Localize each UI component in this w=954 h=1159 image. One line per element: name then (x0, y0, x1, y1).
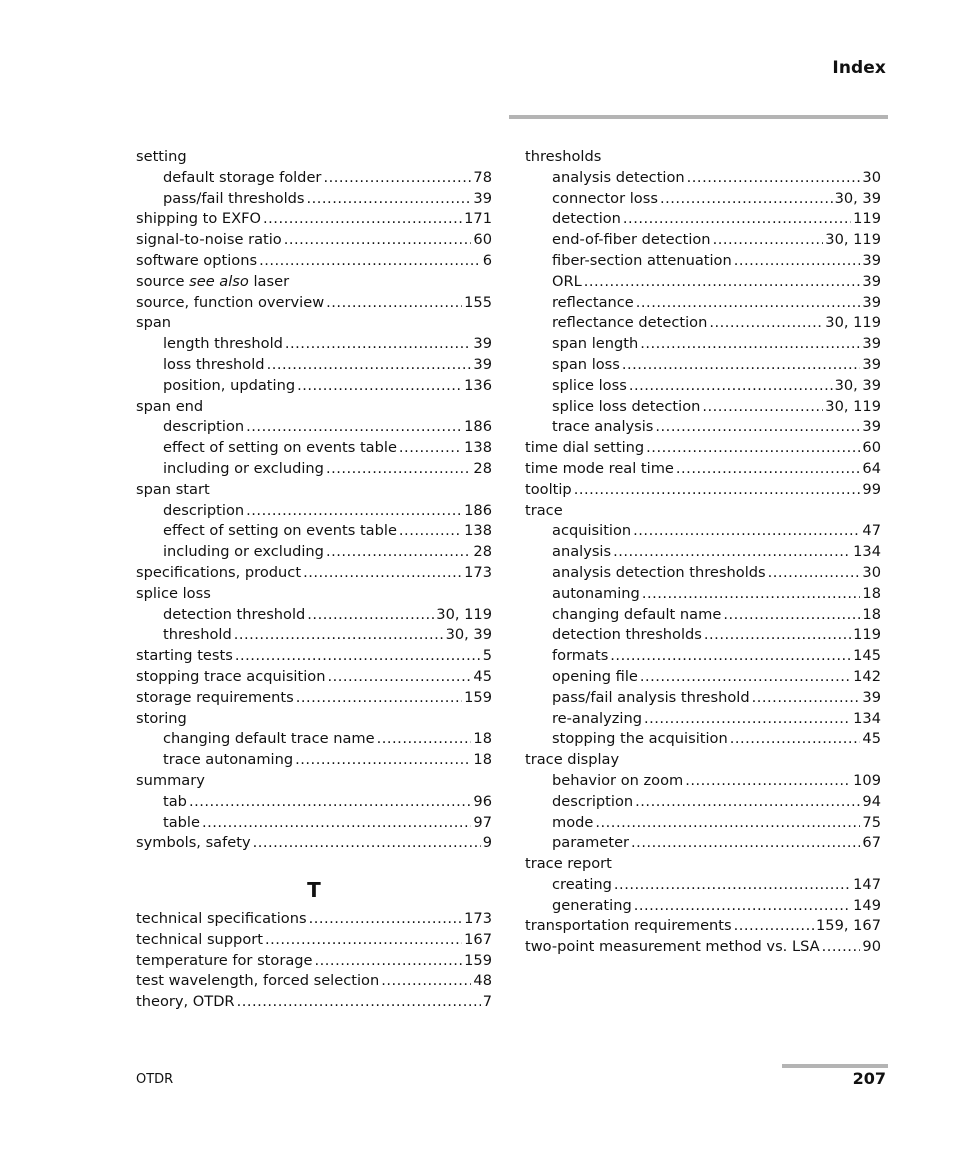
index-term: end-of-fiber detection (552, 231, 711, 249)
index-page-refs: 67 (862, 834, 881, 852)
dot-leader (253, 833, 481, 854)
index-subentry (136, 750, 492, 771)
index-page-refs: 96 (473, 792, 492, 810)
index-page-refs: 186 (464, 418, 492, 436)
index-term: effect of setting on events table (163, 439, 397, 457)
index-page-refs: 30, 119 (825, 314, 881, 332)
index-term: shipping to EXFO (136, 210, 262, 228)
index-term: time dial setting (525, 439, 645, 457)
header-rule (509, 115, 888, 119)
index-subentry (525, 605, 881, 626)
index-entry (136, 209, 492, 230)
index-term: source see also laser (136, 272, 290, 290)
index-page-refs: 30, 39 (834, 189, 881, 207)
index-page-refs: 7 (482, 993, 492, 1011)
index-term: splice loss detection (552, 397, 701, 415)
dot-leader (297, 376, 462, 397)
index-term: technical specifications (136, 910, 307, 928)
index-page-refs: 5 (482, 647, 492, 665)
index-term: splice loss (552, 376, 627, 394)
dot-leader (623, 209, 851, 230)
index-term: acquisition (552, 522, 632, 540)
index-entry (525, 916, 881, 937)
index-page-refs: 18 (473, 751, 492, 769)
dot-leader (734, 251, 861, 272)
index-page-refs: 39 (473, 355, 492, 373)
index-term: span end (136, 397, 204, 415)
index-entry (136, 397, 492, 418)
index-entry (136, 930, 492, 951)
dot-leader (676, 459, 861, 480)
index-subentry (525, 771, 881, 792)
index-subentry (136, 334, 492, 355)
dot-leader (326, 293, 462, 314)
index-term: connector loss (552, 189, 658, 207)
index-subentry (525, 251, 881, 272)
index-term: including or excluding (163, 459, 324, 477)
dot-leader (709, 313, 823, 334)
index-entry (525, 147, 881, 168)
dot-leader (303, 563, 462, 584)
dot-leader (327, 667, 471, 688)
index-page-refs: 39 (862, 293, 881, 311)
index-page-refs: 45 (473, 667, 492, 685)
index-term: formats (552, 647, 609, 665)
dot-leader (246, 501, 462, 522)
index-subentry (136, 376, 492, 397)
index-term: creating (552, 875, 612, 893)
index-entry (136, 951, 492, 972)
index-term: tooltip (525, 480, 572, 498)
index-subentry (525, 313, 881, 334)
index-page-refs: 134 (853, 709, 881, 727)
index-subentry (525, 625, 881, 646)
dot-leader (613, 542, 851, 563)
index-term: two-point measurement method vs. LSA (525, 938, 820, 956)
dot-leader (687, 168, 861, 189)
index-page-refs: 39 (862, 335, 881, 353)
index-term: starting tests (136, 647, 233, 665)
index-page-refs: 159 (464, 688, 492, 706)
index-subentry (525, 376, 881, 397)
dot-leader (326, 459, 471, 480)
index-page-refs: 159 (464, 951, 492, 969)
dot-leader (267, 355, 472, 376)
index-page-refs: 109 (853, 771, 881, 789)
index-entry (136, 909, 492, 930)
index-term: time mode real time (525, 459, 674, 477)
index-page-refs: 145 (853, 647, 881, 665)
index-page-refs: 48 (473, 972, 492, 990)
dot-leader (734, 916, 814, 937)
index-entry (525, 459, 881, 480)
index-page-refs: 39 (862, 272, 881, 290)
index-page-refs: 147 (853, 875, 881, 893)
index-page-refs: 173 (464, 563, 492, 581)
index-term: behavior on zoom (552, 771, 684, 789)
dot-leader (574, 480, 861, 501)
index-entry (136, 667, 492, 688)
index-term: stopping the acquisition (552, 730, 728, 748)
index-subentry (525, 813, 881, 834)
index-term: summary (136, 771, 205, 789)
index-page-refs: 45 (862, 730, 881, 748)
index-subentry (525, 896, 881, 917)
dot-leader (644, 709, 851, 730)
index-page-refs: 39 (862, 418, 881, 436)
index-subentry (525, 334, 881, 355)
dot-leader (399, 521, 462, 542)
index-entry (136, 293, 492, 314)
index-subentry (525, 168, 881, 189)
index-page-refs: 78 (473, 168, 492, 186)
index-term: source, function overview (136, 293, 325, 311)
dot-leader (584, 272, 861, 293)
dot-leader (685, 771, 851, 792)
index-entry (525, 480, 881, 501)
index-subentry (525, 230, 881, 251)
index-term: generating (552, 896, 632, 914)
index-term: re-analyzing (552, 709, 642, 727)
index-page-refs: 64 (862, 459, 881, 477)
index-term: trace (525, 501, 563, 519)
index-term: test wavelength, forced selection (136, 972, 380, 990)
dot-leader (307, 189, 472, 210)
index-entry (136, 971, 492, 992)
index-term: effect of setting on events table (163, 522, 397, 540)
index-term: setting (136, 148, 187, 165)
index-page-refs: 149 (853, 896, 881, 914)
index-term: detection threshold (163, 605, 306, 623)
index-page-refs: 30, 119 (436, 605, 492, 623)
index-entry (136, 584, 492, 605)
index-subentry (136, 417, 492, 438)
dot-leader (307, 605, 434, 626)
index-page-refs: 39 (473, 189, 492, 207)
dot-leader (642, 584, 861, 605)
index-subentry (136, 792, 492, 813)
footer-page-number: 207 (852, 1069, 886, 1088)
index-entry (136, 230, 492, 251)
index-term: parameter (552, 834, 630, 852)
index-subentry (136, 459, 492, 480)
dot-leader (265, 930, 462, 951)
dot-leader (235, 646, 481, 667)
dot-leader (660, 189, 833, 210)
index-term: analysis detection thresholds (552, 563, 766, 581)
dot-leader (723, 605, 860, 626)
index-subentry (525, 189, 881, 210)
index-term: ORL (552, 272, 582, 290)
index-page-refs: 28 (473, 459, 492, 477)
index-entries-s (136, 147, 492, 854)
index-entry (136, 646, 492, 667)
index-entries-t-continued (525, 147, 881, 958)
index-term: analysis detection (552, 168, 685, 186)
index-term: splice loss (136, 584, 211, 602)
index-page-refs: 136 (464, 376, 492, 394)
index-subentry (136, 355, 492, 376)
dot-leader (323, 168, 471, 189)
dot-leader (768, 563, 861, 584)
dot-leader (631, 833, 860, 854)
dot-leader (377, 729, 472, 750)
index-page-refs: 30, 119 (825, 231, 881, 249)
index-term: autonaming (552, 584, 640, 602)
index-entry (525, 854, 881, 875)
index-term: tab (163, 792, 187, 810)
index-entry (136, 272, 492, 293)
index-term: pass/fail thresholds (163, 189, 305, 207)
index-page-refs: 75 (862, 813, 881, 831)
index-subentry (525, 209, 881, 230)
index-page-refs: 39 (862, 355, 881, 373)
index-entry (136, 771, 492, 792)
index-term: technical support (136, 930, 263, 948)
dot-leader (237, 992, 481, 1013)
index-term: description (163, 418, 245, 436)
index-page-refs: 119 (853, 210, 881, 228)
index-entry (525, 937, 881, 958)
index-page-refs: 30 (862, 168, 881, 186)
index-subentry (525, 833, 881, 854)
index-entry (136, 251, 492, 272)
index-term: pass/fail analysis threshold (552, 688, 750, 706)
index-subentry (525, 417, 881, 438)
index-page-refs: 173 (464, 910, 492, 928)
dot-leader (295, 750, 471, 771)
index-column-right (525, 147, 881, 958)
index-subentry (136, 521, 492, 542)
dot-leader (702, 397, 823, 418)
index-subentry (136, 625, 492, 646)
index-page-refs: 159, 167 (816, 917, 881, 935)
index-subentry (525, 542, 881, 563)
index-entry (525, 438, 881, 459)
dot-leader (285, 334, 472, 355)
index-page-refs: 47 (862, 522, 881, 540)
index-page-refs: 186 (464, 501, 492, 519)
index-column-left (136, 147, 492, 1013)
index-term: signal-to-noise ratio (136, 231, 282, 249)
index-entry (136, 563, 492, 584)
index-term: transportation requirements (525, 917, 732, 935)
dot-leader (633, 521, 860, 542)
index-page-refs: 138 (464, 522, 492, 540)
dot-leader (629, 376, 833, 397)
index-page-refs: 30 (862, 563, 881, 581)
index-term: trace display (525, 751, 620, 769)
dot-leader (704, 625, 851, 646)
dot-leader (246, 417, 462, 438)
index-subentry (525, 272, 881, 293)
index-term: reflectance detection (552, 314, 708, 332)
index-term: specifications, product (136, 563, 302, 581)
index-term: including or excluding (163, 543, 324, 561)
index-subentry (136, 729, 492, 750)
index-subentry (525, 688, 881, 709)
index-page-refs: 30, 119 (825, 397, 881, 415)
index-term: changing default name (552, 605, 722, 623)
index-subentry (525, 584, 881, 605)
index-subentry (525, 397, 881, 418)
section-letter-heading: T (307, 878, 321, 903)
dot-leader (822, 937, 861, 958)
index-term: span start (136, 480, 210, 498)
dot-leader (640, 334, 860, 355)
dot-leader (189, 792, 471, 813)
index-term: theory, OTDR (136, 993, 235, 1011)
footer-rule (782, 1064, 888, 1068)
index-subentry (525, 293, 881, 314)
index-page-refs: 134 (853, 543, 881, 561)
index-term: storage requirements (136, 688, 294, 706)
index-page-refs: 6 (482, 251, 492, 269)
dot-leader (752, 688, 861, 709)
dot-leader (263, 209, 462, 230)
index-term: stopping trace acquisition (136, 667, 326, 685)
index-page-refs: 97 (473, 813, 492, 831)
index-page-refs: 99 (862, 480, 881, 498)
dot-leader (399, 438, 462, 459)
index-subentry (136, 501, 492, 522)
index-subentry (525, 355, 881, 376)
dot-leader (315, 951, 463, 972)
index-subentry (525, 792, 881, 813)
dot-leader (326, 542, 471, 563)
index-page-refs: 171 (464, 210, 492, 228)
index-page-refs: 167 (464, 930, 492, 948)
index-subentry (136, 605, 492, 626)
index-term: trace autonaming (163, 751, 294, 769)
dot-leader (730, 729, 861, 750)
index-term: detection (552, 210, 621, 228)
index-term: temperature for storage (136, 951, 313, 969)
dot-leader (640, 667, 851, 688)
index-page-refs: 18 (473, 730, 492, 748)
index-page-refs: 60 (473, 231, 492, 249)
index-subentry (136, 438, 492, 459)
index-term: trace report (525, 855, 612, 873)
index-entry (136, 688, 492, 709)
index-term: software options (136, 251, 258, 269)
index-entry (136, 147, 492, 168)
index-entry (136, 709, 492, 730)
index-entry (136, 992, 492, 1013)
index-term: mode (552, 813, 594, 831)
dot-leader (635, 792, 860, 813)
index-entry (136, 313, 492, 334)
index-term: symbols, safety (136, 834, 251, 852)
index-page-refs: 28 (473, 543, 492, 561)
index-term: analysis (552, 543, 612, 561)
index-page-refs: 155 (464, 293, 492, 311)
dot-leader (713, 230, 824, 251)
index-term: thresholds (525, 148, 602, 165)
dot-leader (634, 896, 851, 917)
index-subentry (525, 667, 881, 688)
index-subentry (136, 813, 492, 834)
index-page-refs: 138 (464, 439, 492, 457)
index-term: default storage folder (163, 168, 322, 186)
index-term: length threshold (163, 335, 283, 353)
dot-leader (296, 688, 462, 709)
index-subentry (136, 189, 492, 210)
index-term: threshold (163, 626, 232, 644)
dot-leader (655, 417, 860, 438)
index-page-refs: 142 (853, 667, 881, 685)
index-page-refs: 30, 39 (834, 376, 881, 394)
index-term: position, updating (163, 376, 296, 394)
index-term: loss threshold (163, 355, 265, 373)
index-term: storing (136, 709, 187, 727)
dot-leader (610, 646, 851, 667)
index-page-refs: 90 (862, 938, 881, 956)
index-entry (525, 750, 881, 771)
index-page-refs: 18 (862, 584, 881, 602)
index-subentry (136, 542, 492, 563)
index-term: table (163, 813, 200, 831)
index-subentry (136, 168, 492, 189)
dot-leader (595, 813, 860, 834)
index-page-refs: 18 (862, 605, 881, 623)
dot-leader (259, 251, 481, 272)
dot-leader (622, 355, 861, 376)
dot-leader (614, 875, 851, 896)
index-term: span (136, 314, 172, 332)
index-page-refs: 39 (473, 335, 492, 353)
index-page-refs: 39 (862, 251, 881, 269)
index-term: description (552, 792, 634, 810)
dot-leader (202, 813, 471, 834)
index-subentry (525, 521, 881, 542)
index-term: reflectance (552, 293, 634, 311)
index-page-refs: 30, 39 (445, 626, 492, 644)
dot-leader (646, 438, 860, 459)
footer-product-name: OTDR (136, 1072, 174, 1087)
index-entry (525, 501, 881, 522)
index-subentry (525, 875, 881, 896)
index-entries-t (136, 909, 492, 1013)
dot-leader (309, 909, 463, 930)
index-term: description (163, 501, 245, 519)
dot-leader (381, 971, 471, 992)
index-subentry (525, 563, 881, 584)
index-page-refs: 94 (862, 792, 881, 810)
index-page-refs: 9 (482, 834, 492, 852)
index-term: trace analysis (552, 418, 654, 436)
index-subentry (525, 709, 881, 730)
index-page-refs: 119 (853, 626, 881, 644)
index-term: span length (552, 335, 639, 353)
index-term: span loss (552, 355, 620, 373)
dot-leader (234, 625, 444, 646)
index-term: detection thresholds (552, 626, 702, 644)
index-page-refs: 39 (862, 688, 881, 706)
index-term: changing default trace name (163, 730, 375, 748)
dot-leader (284, 230, 472, 251)
index-term: fiber-section attenuation (552, 251, 732, 269)
index-subentry (525, 646, 881, 667)
page-header-title: Index (832, 58, 886, 78)
index-entry (136, 833, 492, 854)
index-entry (136, 480, 492, 501)
index-page-refs: 60 (862, 439, 881, 457)
dot-leader (636, 293, 861, 314)
index-subentry (525, 729, 881, 750)
index-term: opening file (552, 667, 638, 685)
